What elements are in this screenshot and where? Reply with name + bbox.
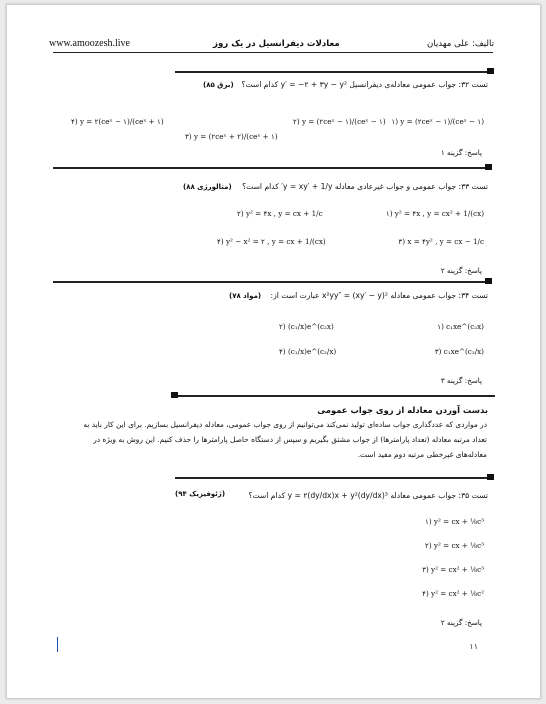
question-32-option-4: ۴) y = ۲(ceˣ − ۱)/(ceˣ + ۱) [71,117,164,126]
separator-rule [175,477,487,479]
question-32-option-3: ۳) y = (۲ceˣ + ۲)/(ceˣ + ۱) [185,132,278,141]
section-rule [175,395,495,397]
separator-rule [175,71,487,73]
question-34-title: تست ۳۴: جواب عمومی معادله x²yy″ = (xy′ − y)² عبارت است از: [270,291,488,300]
separator-marker [487,474,494,480]
question-34-option-2: ۲) (c₁/x)e^(c₂x) [279,322,334,331]
question-35-answer: پاسخ: گزینه ۲ [440,618,482,627]
question-32-answer: پاسخ: گزینه ۱ [440,148,482,157]
separator-marker [487,68,494,74]
question-33-title: تست ۳۳: جواب عمومی و جواب غیرعادی معادله y = xy′ + 1/y′ کدام است؟ [242,182,488,191]
question-33-option-1: ۱) y² = ۴x , y = cx² + 1/(cx) [385,209,484,218]
author-name: تالیف: علی مهدیان [426,39,494,49]
section-title: بدست آوردن معادله از روی جواب عمومی [317,405,488,415]
question-35-option-2: ۲) y² = cx + ⅛c³ [424,541,484,550]
separator-marker [485,164,492,170]
question-33-source: (متالورژی ۸۸) [183,183,232,191]
section-paragraph: در مواردی که عددگذاری جواب ساده‌ای تولید نمی‌کند می‌توانیم از روی جواب عمومی، معادله دیفرانسیل بسازیم. برای این کار باید به تعداد مرتبه معادله (تعداد پارامترها) از جواب مشتق بگیریم و سپس از دستگاه حاصل پارامترها را حذف کنیم. این روش به ویژه در معادله‌های غیرخطی مرتبه دوم مفید است. [83,420,487,459]
question-34-source: (مواد ۷۸) [229,292,262,300]
separator-rule [53,167,485,169]
question-35-option-3: ۳) y² = cx² + ⅛c³ [422,565,484,574]
site-url[interactable]: www.amoozesh.live [49,38,130,49]
separator-rule [53,281,485,283]
text-cursor [57,637,58,652]
question-35-source: (ژئوفیزیک ۹۴) [175,490,226,498]
question-33-answer: پاسخ: گزینه ۲ [440,266,482,275]
header-rule [53,52,493,53]
section-marker [171,392,178,398]
question-32-option-1: ۱) y = (۲ceˣ − ۱)/(ceˣ − ۱) [391,117,484,126]
question-33-option-4: ۴) y² − x² = ۲ , y = cx + 1/(cx) [217,237,326,246]
question-34-option-4: ۴) (c₁/x)e^(c₂/x) [279,347,337,356]
question-32-option-2: ۲) y = (۲ceˣ − ۱)/(ceˣ − ۱) [293,117,386,126]
question-32-title: تست ۳۲: جواب عمومی معادله‌ی دیفرانسیل y′ = −۲ + ۳y − y² کدام است؟ [241,80,488,89]
question-33-option-2: ۲) y² = ۴x , y = cx + 1/c [237,209,323,218]
page-number: ۱۱ [469,642,478,651]
question-34-option-3: ۳) c₁xe^(c₂/x) [434,347,484,356]
question-33-option-3: ۳) x = ۴y² , y = cx − 1/c [398,237,484,246]
separator-marker [485,278,492,284]
document-page [6,4,541,699]
question-35-option-1: ۱) y² = cx + ⅛c³ [424,517,484,526]
question-34-answer: پاسخ: گزینه ۳ [440,376,482,385]
question-32-source: (برق ۸۵) [203,81,234,89]
question-35-title: تست ۳۵: جواب عمومی معادله y = ۲(dy/dx)x + y²(dy/dx)³ کدام است؟ [248,491,488,500]
question-34-option-1: ۱) c₁xe^(c₂x) [437,322,484,331]
question-35-option-4: ۴) y² = cx² + ⅛c² [422,589,484,598]
book-title: معادلات دیفرانسیل در یک روز [213,39,340,49]
